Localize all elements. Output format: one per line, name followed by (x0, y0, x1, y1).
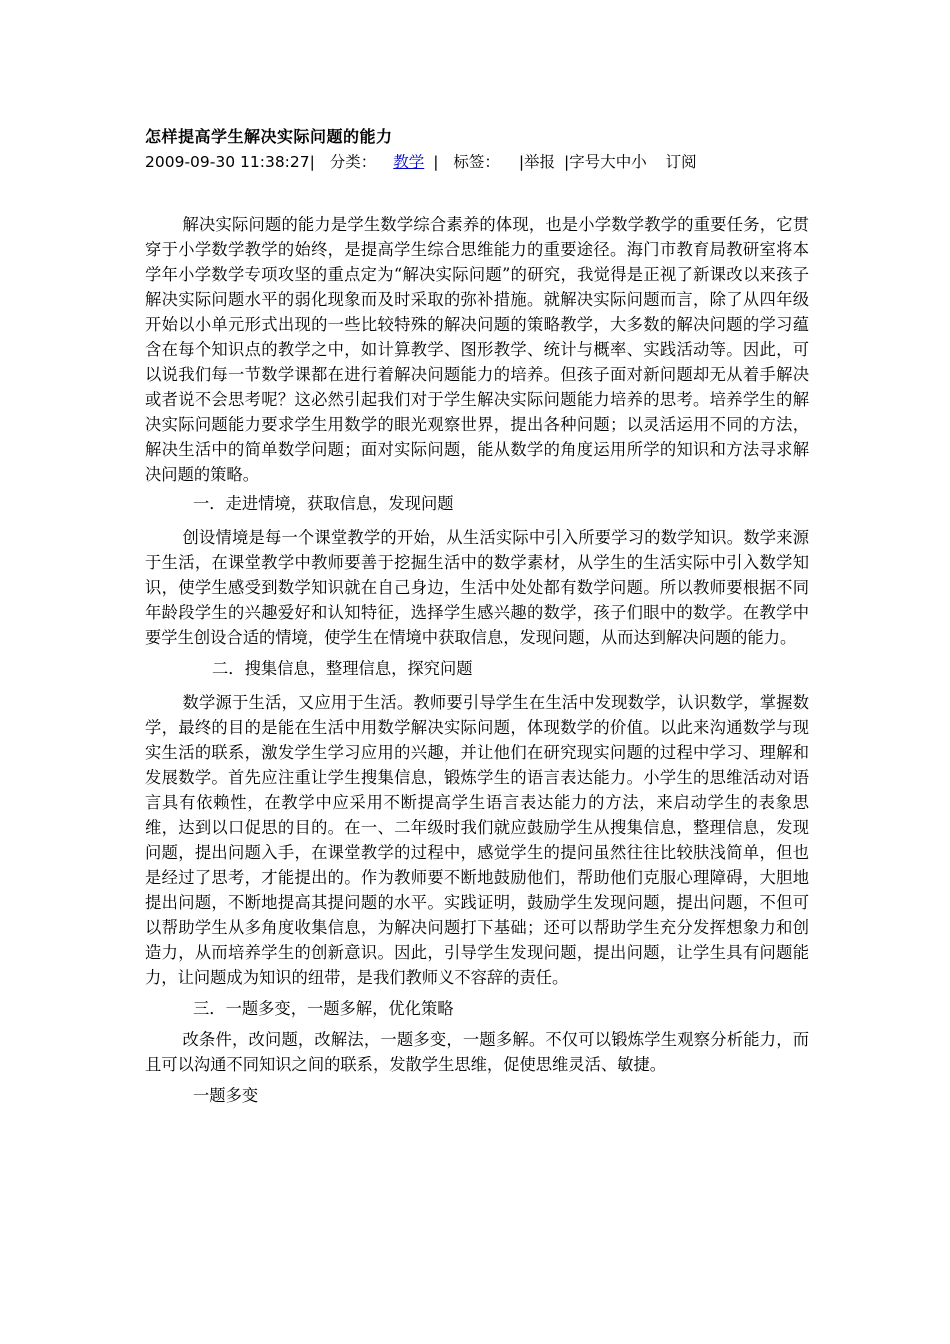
category-link[interactable]: 教学 (393, 153, 425, 171)
intro-paragraph: 解决实际问题的能力是学生数学综合素养的体现，也是小学数学教学的重要任务，它贯穿于小学数学教学的始终，是提高学生综合思维能力的重要途径。海门市教育局教研室将本学年小学数学专项攻坚的重点定为“解决实际问题”的研究，我觉得是正视了新课改以来孩子解决实际问题水平的弱化现象而及时采取的弥补措施。就解决实际问题而言，除了从四年级开始以小单元形式出现的一些比较特殊的解决问题的策略教学，大多数的解决问题的学习蕴含在每个知识点的教学之中，如计算教学、图形教学、统计与概率、实践活动等。因此，可以说我们每一节数学课都在进行着解决问题能力的培养。但孩子面对新问题却无从着手解决或者说不会思考呢？这必然引起我们对于学生解决实际问题能力培养的思考。培养学生的解决实际问题能力要求学生用数学的眼光观察世界，提出各种问题；以灵活运用不同的方法，解决生活中的简单数学问题；面对实际问题，能从数学的角度运用所学的知识和方法寻求解决问题的策略。 (145, 215, 809, 484)
post-datetime: 2009-09-30 11:38:27| (145, 153, 315, 171)
section-1-paragraph: 创设情境是每一个课堂教学的开始，从生活实际中引入所要学习的数学知识。数学来源于生活，在课堂教学中教师要善于挖掘生活中的数学素材，从学生的生活实际中引入数学知识，使学生感受到数学知识就在自己身边，生活中处处都有数学问题。所以教师要根据不同年龄段学生的兴趣爱好和认知特征，选择学生感兴趣的数学，孩子们眼中的数学。在教学中要学生创设合适的情境，使学生在情境中获取信息，发现问题，从而达到解决问题的能力。 (145, 528, 809, 647)
section-heading-3: 三．一题多变，一题多解，优化策略 (193, 999, 454, 1018)
meta-separator: | (433, 153, 439, 171)
category-label: 分类： (329, 153, 377, 171)
tag-label: 标签： (453, 153, 500, 171)
section-heading-2: 二．搜集信息，整理信息，探究问题 (212, 659, 473, 678)
section-3-paragraph: 改条件，改问题，改解法，一题多变，一题多解。不仅可以锻炼学生观察分析能力，而且可以沟通不同知识之间的联系，发散学生思维，促使思维灵活、敏捷。 (145, 1030, 809, 1074)
subscribe-link[interactable]: 订阅 (665, 153, 697, 171)
subheading-one-problem-variations: 一题多变 (193, 1086, 259, 1105)
section-2-paragraph: 数学源于生活，又应用于生活。教师要引导学生在生活中发现数学，认识数学，掌握数学，最终的目的是能在生活中用数学解决实际问题，体现数学的价值。以此来沟通数学与现实生活的联系，激发学生学习应用的兴趣，并让他们在研究现实问题的过程中学习、理解和发展数学。首先应注重让学生搜集信息，锻炼学生的语言表达能力。小学生的思维活动对语言具有依赖性，在教学中应采用不断提高学生语言表达能力的方法，来启动学生的表象思维，达到以口促思的目的。在一、二年级时我们就应鼓励学生从搜集信息，整理信息，发现问题，提出问题入手，在课堂教学的过程中，感觉学生的提问虽然往往比较肤浅简单，但也是经过了思考，才能提出的。作为教师要不断地鼓励他们，帮助他们克服心理障碍，大胆地提出问题，不断地提高其提问题的水平。实践证明，鼓励学生发现问题，提出问题，不但可以帮助学生从多角度收集信息，为解决问题打下基础；还可以帮助学生充分发挥想象力和创造力，从而培养学生的创新意识。因此，引导学生发现问题，提出问题，让学生具有问题能力，让问题成为知识的纽带，是我们教师义不容辞的责任。 (145, 693, 809, 987)
article-body (145, 212, 809, 1108)
font-size-control[interactable]: |字号大中小 (563, 153, 647, 171)
article-title: 怎样提高学生解决实际问题的能力 (145, 127, 393, 146)
report-link[interactable]: |举报 (518, 153, 556, 171)
section-heading-1: 一．走进情境，获取信息，发现问题 (193, 494, 454, 513)
article-meta (145, 150, 697, 172)
